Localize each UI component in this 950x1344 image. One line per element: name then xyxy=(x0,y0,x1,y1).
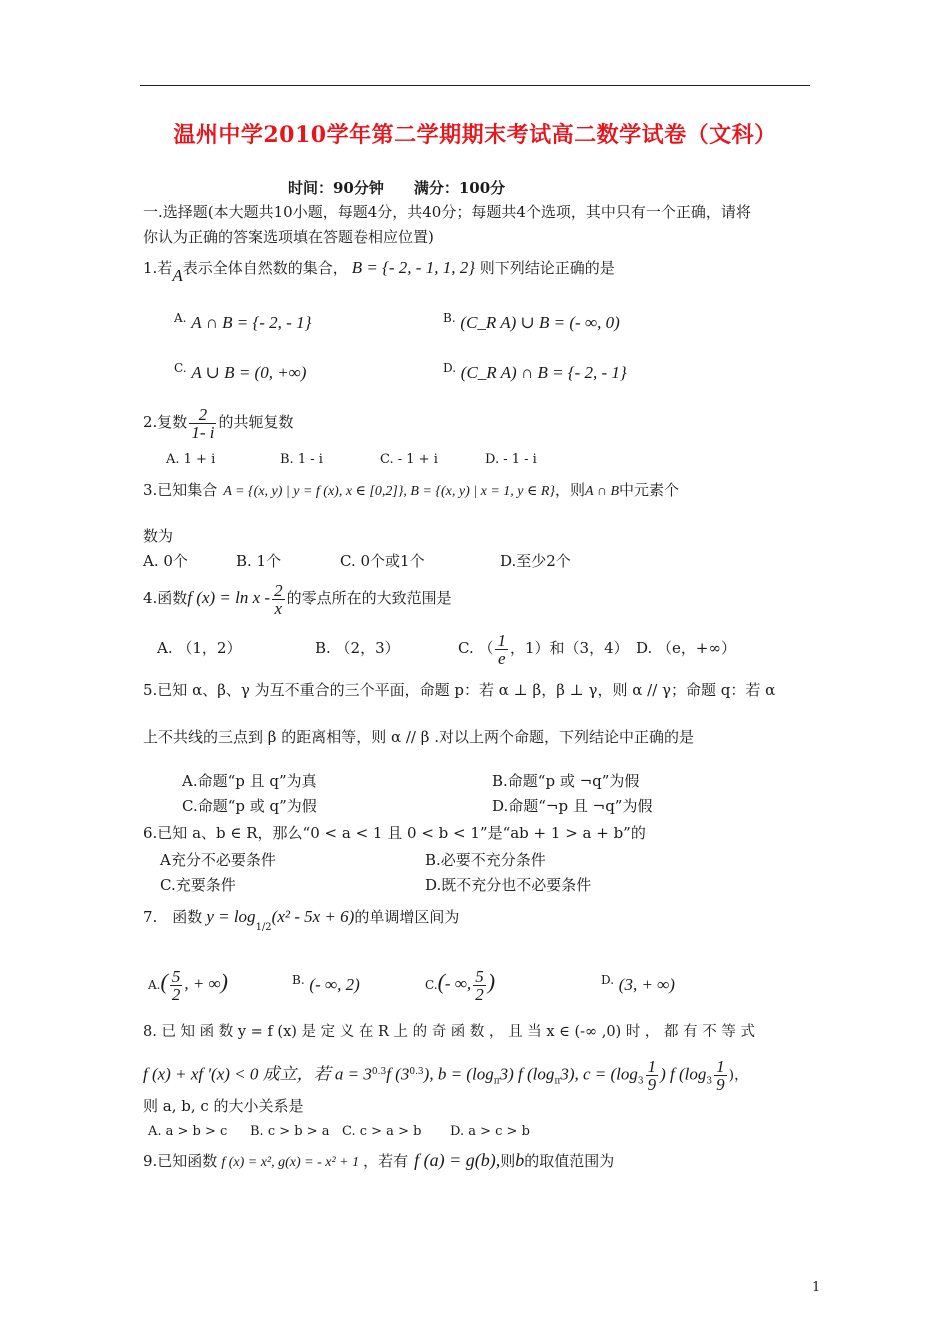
section-heading-line1: 一.选择题(本大题共10小题，每题4分，共40分；每题共4个选项，其中只有一个正确，请将 xyxy=(143,203,751,221)
q8-option-c: C. c > a > b xyxy=(342,1124,422,1139)
q6-option-d: D.既不充分也不必要条件 xyxy=(425,876,592,894)
q4-option-b: B. （2，3） xyxy=(315,639,400,657)
q8-line3: 则 a, b, c 的大小关系是 xyxy=(143,1097,304,1115)
q6-option-a: A充分不必要条件 xyxy=(160,851,276,869)
q7-option-d: $^{D.}$ (3, + ∞) xyxy=(601,973,675,994)
q3-option-a: A. 0个 xyxy=(143,552,188,570)
q8-option-b: B. c > b > a xyxy=(250,1124,330,1139)
q8-option-a: A. a > b > c xyxy=(148,1124,228,1139)
q8-option-d: D. a > c > b xyxy=(450,1124,530,1139)
q3-stem-cont: 数为 xyxy=(143,527,174,545)
q5-option-b: B.命题“p 或 ¬q”为假 xyxy=(492,772,640,790)
q5-line1: 5.已知 α、β、γ 为互不重合的三个平面，命题 p：若 α ⊥ β，β ⊥ γ，则 α // γ；命题 q：若 α xyxy=(143,681,776,699)
q4-stem: 4.函数f (x) = ln x - $\frac{2}{x}$ 的零点所在的大致范围是 xyxy=(143,580,452,618)
q5-option-d: D.命题“¬p 且 ¬q”为假 xyxy=(492,797,653,815)
q5-option-c: C.命题“p 或 q”为假 xyxy=(182,797,317,815)
q8-line2: f (x) + xf ′(x) < 0 成立，若 $a = 3^{0.3}f$ $(3^{0.3})$, $b = (\log_\pi 3)$ f $(\log_\pi 3)$, $c = (\log_3$ $\frac{1}{9}$ ) f ($\log_3$ $\frac{1}{9}$ )， xyxy=(143,1057,749,1095)
q7-stem: 7. 函数 $y = \log_{1/2}(x^2 - 5x + 6)$的单调增区间为 xyxy=(143,907,460,933)
q4-fraction: $\frac{2}{x}$ xyxy=(274,580,283,618)
exam-title: 温州中学2010学年第二学期期末考试高二数学试卷（文科） xyxy=(173,122,777,148)
q3-stem: 3.已知集合 A = {(x, y) | y = f (x), x ∈ [0,2]}, B = {(x, y) | x = 1, y ∈ R}，则A ∩ B中元素个 xyxy=(143,481,680,499)
q4-option-c: C. （ $\frac{1}{e}$ ，1）和（3，4） xyxy=(458,630,629,668)
q2-fraction: $\frac{2}{1- i}$ xyxy=(191,404,215,442)
page-number: 1 xyxy=(812,1280,821,1295)
q1-option-c: $^{C.}$ A ∪ B = (0, +∞) xyxy=(174,361,307,382)
q7-option-a: A.( $\frac{5}{2}$ , + ∞) xyxy=(148,966,228,1004)
q2-option-d: D. - 1 - i xyxy=(485,452,537,467)
q2-option-a: A. 1 + i xyxy=(166,452,216,467)
q3-option-b: B. 1个 xyxy=(236,552,282,570)
q1-option-d: $^{D.}$ (C_R A) ∩ B = {- 2, - 1} xyxy=(443,361,627,382)
q4-option-d: D. （e，+∞） xyxy=(636,639,736,657)
q1-option-a: $^{A.}$ A ∩ B = {- 2, - 1} xyxy=(174,311,312,332)
q6-stem: 6.已知 a、b ∈ R，那么“0 < a < 1 且 0 < b < 1”是“ab + 1 > a + b”的 xyxy=(143,824,646,842)
q7-option-c: C.(- ∞, $\frac{5}{2}$ ) xyxy=(425,966,496,1004)
q2-option-c: C. - 1 + i xyxy=(380,452,438,467)
q8-line1: 8. 已 知 函 数 y = f (x) 是 定 义 在 R 上 的 奇 函 数 ， 且 当 x ∈ (-∞ ,0) 时 ， 都 有 不 等 式 xyxy=(143,1024,755,1040)
q2-option-b: B. 1 - i xyxy=(280,452,323,467)
top-rule xyxy=(140,85,810,86)
q2-stem: 2.复数 $\frac{2}{1- i}$ 的共轭复数 xyxy=(143,404,294,442)
q9-stem: 9.已知函数 f (x) = x², g(x) = - x² + 1 ，若有 f (a) = g(b),则b的取值范围为 xyxy=(143,1150,615,1170)
q6-option-c: C.充要条件 xyxy=(160,876,236,894)
q3-option-c: C. 0个或1个 xyxy=(340,552,425,570)
q1-stem: 1.若A表示全体自然数的集合， B = {- 2, - 1, 1, 2} 则下列结论正确的是 xyxy=(143,258,615,285)
q6-option-b: B.必要不充分条件 xyxy=(425,851,546,869)
exam-subtitle: 时间：90分钟 满分：100分 xyxy=(288,179,506,197)
q5-option-a: A.命题“p 且 q”为真 xyxy=(182,772,317,790)
q1-option-b: $^{B.}$ (C_R A) ∪ B = (- ∞, 0) xyxy=(443,311,620,332)
q4-option-a: A. （1，2） xyxy=(157,639,242,657)
q7-option-b: $^{B.}$ (- ∞, 2) xyxy=(292,973,360,994)
q5-line2: 上不共线的三点到 β 的距离相等，则 α // β .对以上两个命题，下列结论中正确的是 xyxy=(143,728,694,746)
section-heading-line2: 你认为正确的答案选项填在答题卷相应位置) xyxy=(143,228,434,246)
q3-option-d: D.至少2个 xyxy=(500,552,571,570)
